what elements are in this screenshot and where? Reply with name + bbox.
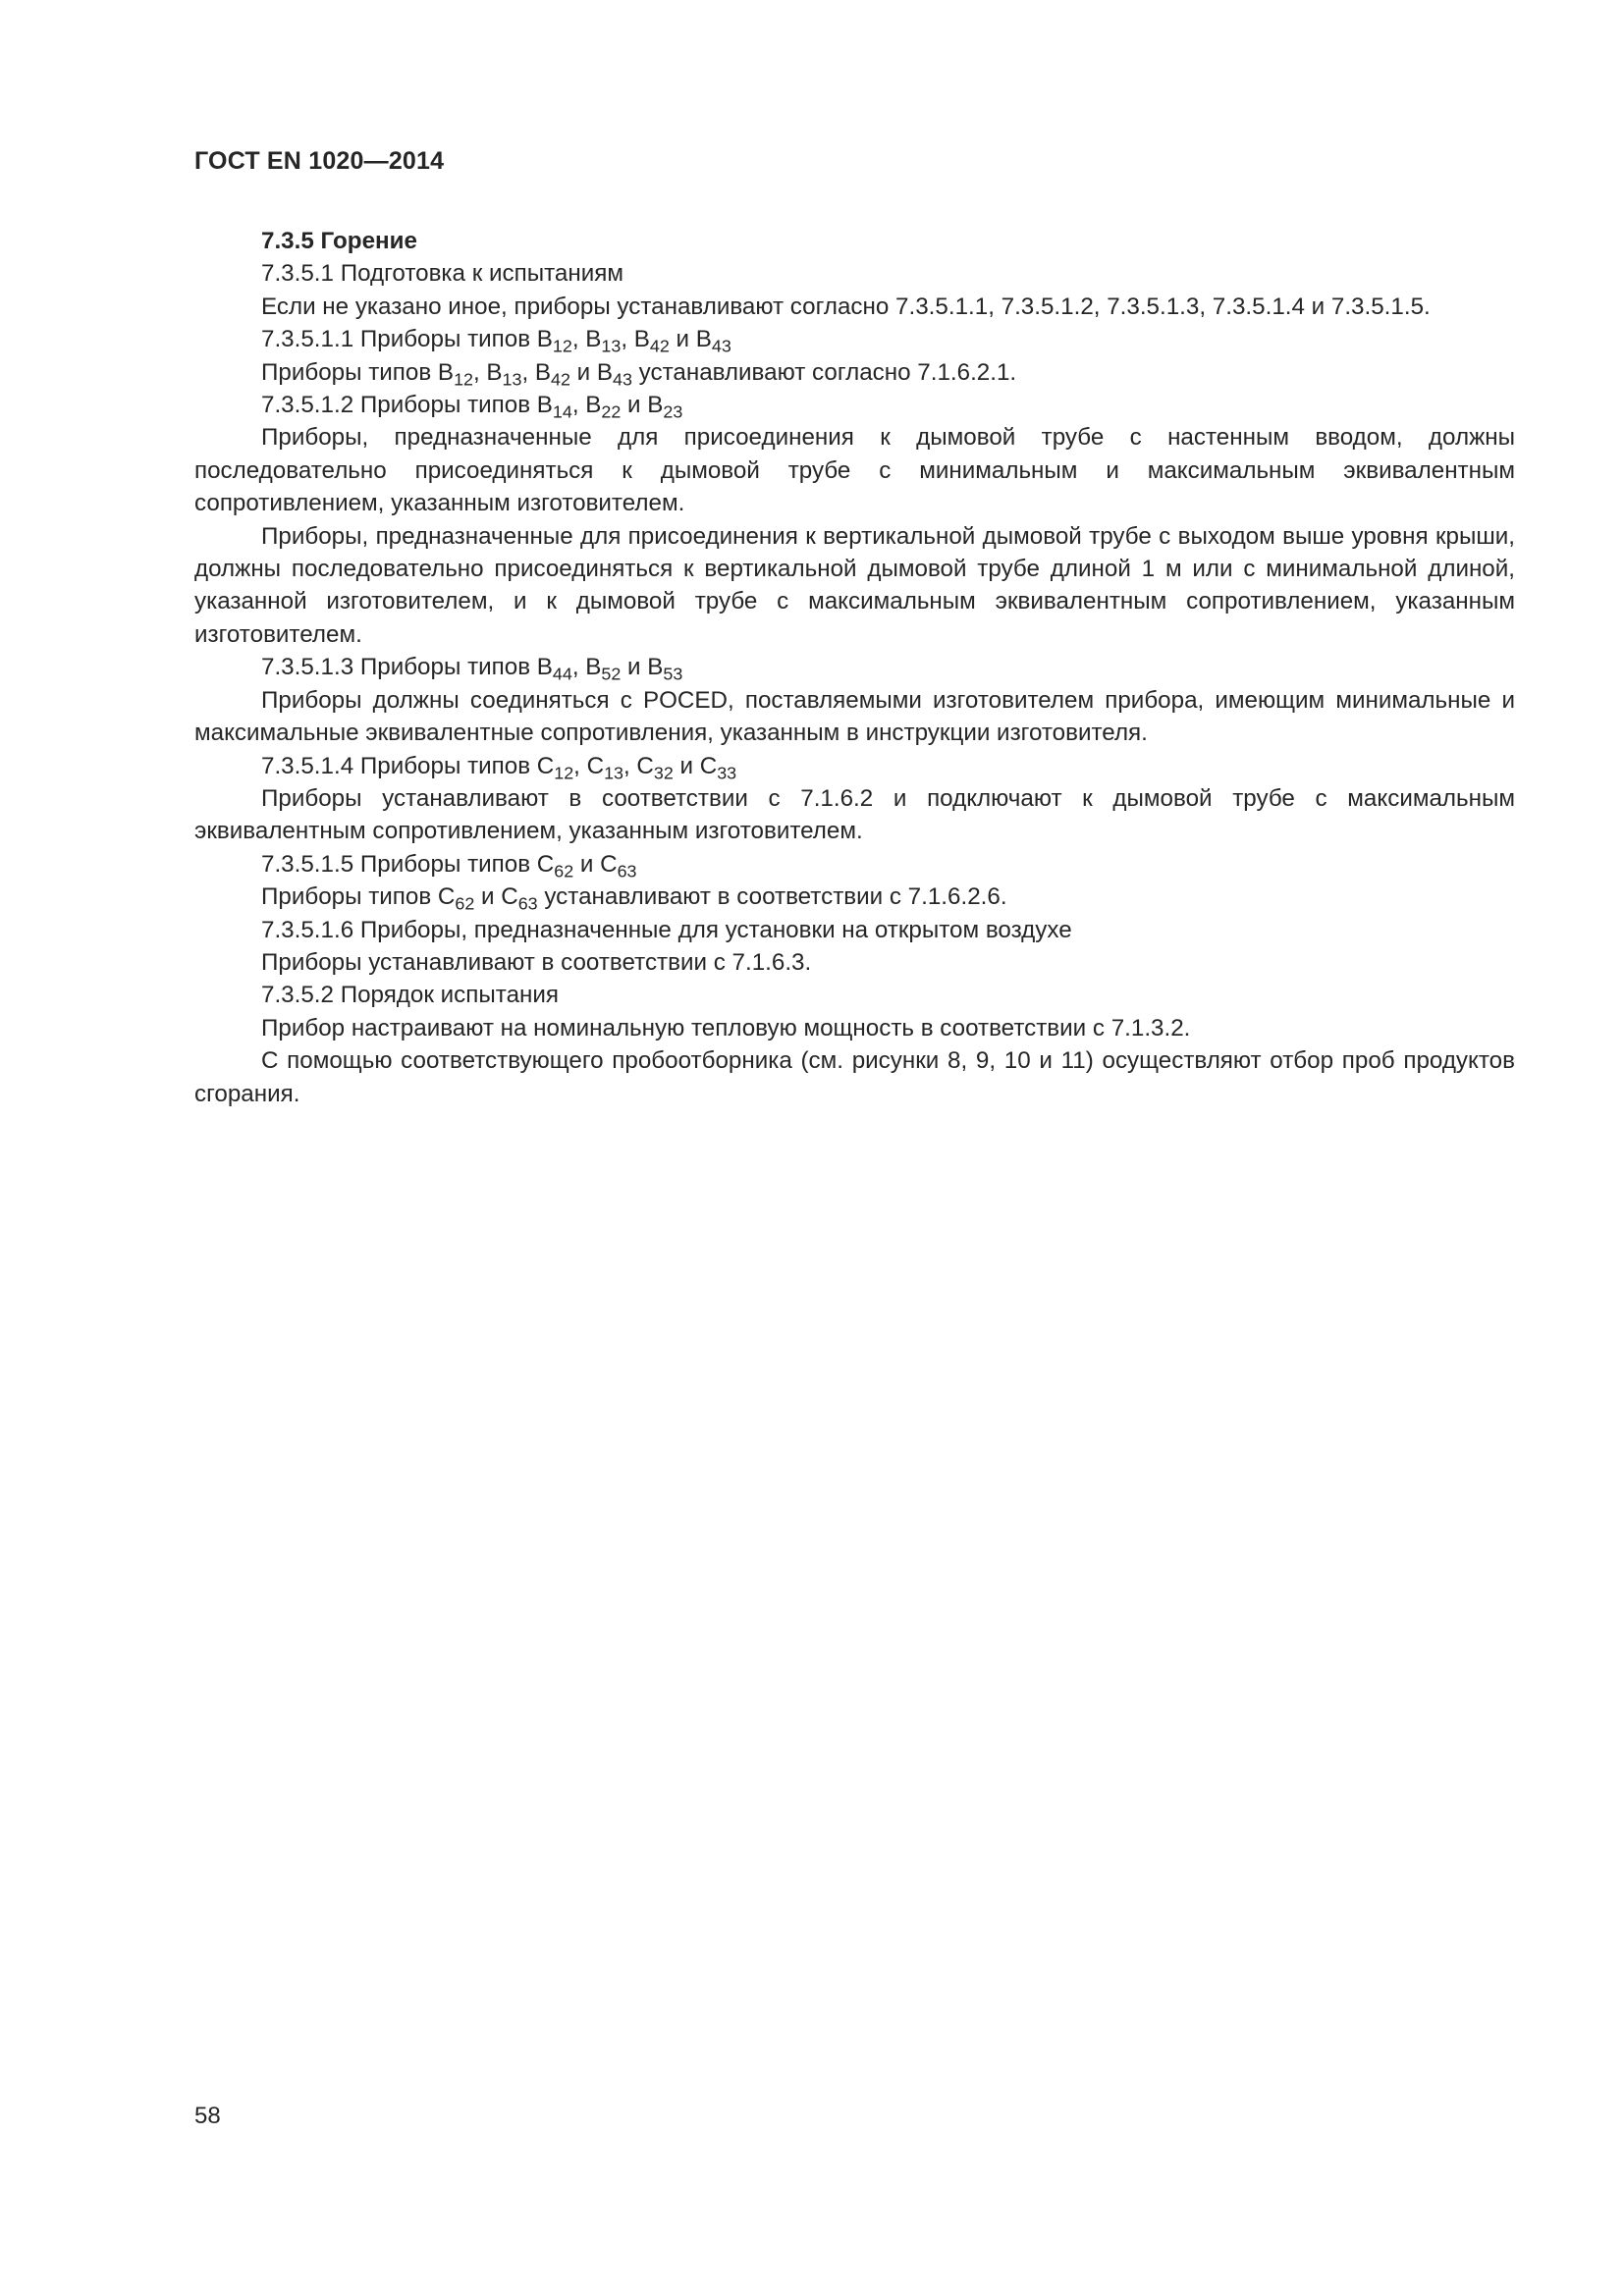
paragraph: 7.3.5.1 Подготовка к испытаниям bbox=[261, 260, 623, 288]
clause-heading: 7.3.5.1.3 Приборы типов $B_{44}$, $B_{52}$ и $B_{53}$ bbox=[261, 654, 683, 684]
clause-heading: 7.3.5.1.6 Приборы, предназначенные для установки на открытом воздухе bbox=[261, 916, 1072, 943]
paragraph: Приборы устанавливают в соответствии с 7.1.6.3. bbox=[261, 948, 812, 976]
paragraph: Приборы, предназначенные для присоединения к вертикальной дымовой трубе с выходом выше уровня крыши, должны последовательно присоединяться к вертикальной дымовой трубе длиной 1 м или с минимальной длиной, указанной изготовителем, и к дымовой трубе с максимальным эквивалентным сопротивлением, указанным изготовителем. bbox=[194, 522, 1515, 648]
paragraph: Если не указано иное, приборы устанавливают согласно 7.3.5.1.1, 7.3.5.1.2, 7.3.5.1.3, 7.3.5.1.4 и 7.3.5.1.5. bbox=[261, 293, 1431, 320]
paragraph: Приборы типов $C_{62}$ и $C_{63}$ устанавливают в соответствии с 7.1.6.2.6. bbox=[261, 883, 1007, 914]
document-header: ГОСТ EN 1020—2014 bbox=[194, 147, 445, 175]
paragraph: Приборы устанавливают в соответствии с 7.1.6.2 и подключают к дымовой трубе с максимальным эквивалентным сопротивлением, указанным изготовителем. bbox=[194, 784, 1515, 845]
clause-heading: 7.3.5.2 Порядок испытания bbox=[261, 982, 559, 1009]
section-heading: 7.3.5 Горение bbox=[261, 228, 417, 254]
clause-heading: 7.3.5.1.5 Приборы типов $C_{62}$ и $C_{63}$ bbox=[261, 850, 637, 881]
page-number: 58 bbox=[194, 2103, 221, 2129]
clause-heading: 7.3.5.1.1 Приборы типов $B_{12}$, $B_{13}$, $B_{42}$ и $B_{43}$ bbox=[261, 326, 731, 356]
paragraph: Приборы должны соединяться с POCED, поставляемыми изготовителем прибора, имеющим минимальные и максимальные эквивалентные сопротивления, указанным в инструкции изготовителя. bbox=[194, 686, 1515, 747]
paragraph: С помощью соответствующего пробоотборника (см. рисунки 8, 9, 10 и 11) осуществляют отбор проб продуктов сгорания. bbox=[194, 1047, 1515, 1107]
paragraph: Приборы типов $B_{12}$, $B_{13}$, $B_{42}$ и $B_{43}$ устанавливают согласно 7.1.6.2.1. bbox=[261, 358, 1017, 389]
clause-heading: 7.3.5.1.2 Приборы типов $B_{14}$, $B_{22}$ и $B_{23}$ bbox=[261, 392, 683, 422]
paragraph: Прибор настраивают на номинальную тепловую мощность в соответствии с 7.1.3.2. bbox=[261, 1014, 1191, 1041]
paragraph: Приборы, предназначенные для присоединения к дымовой трубе с настенным вводом, должны последовательно присоединяться к дымовой трубе с минимальным и максимальным эквивалентным сопротивлением, указанным изготовителем. bbox=[194, 424, 1515, 517]
clause-heading: 7.3.5.1.4 Приборы типов $C_{12}$, $C_{13}$, $C_{32}$ и $C_{33}$ bbox=[261, 752, 737, 782]
document-body bbox=[194, 225, 1515, 1110]
